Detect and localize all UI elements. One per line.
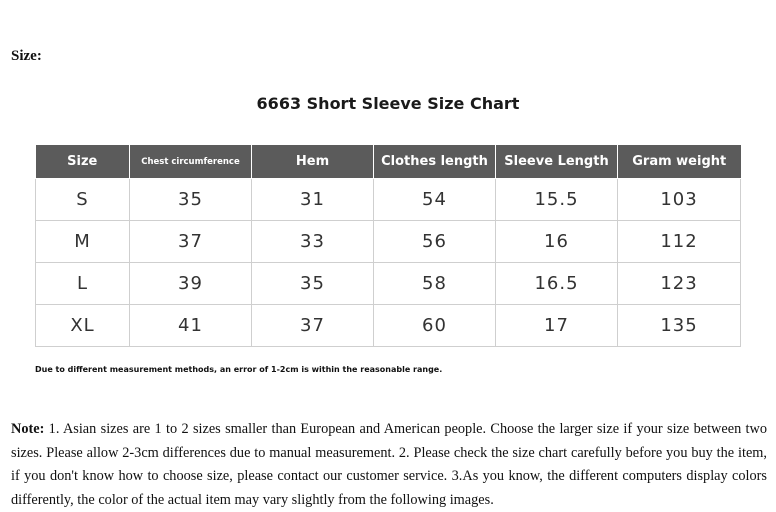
size-label: Size: [11,48,42,64]
table-cell: 112 [618,221,741,263]
table-cell: 16.5 [496,263,618,305]
table-cell: 54 [374,179,496,221]
table-cell: 37 [130,221,252,263]
header-clothes-length: Clothes length [374,145,496,179]
table-cell: 39 [130,263,252,305]
table-cell: 103 [618,179,741,221]
table-cell: 60 [374,305,496,347]
header-sleeve-length: Sleeve Length [496,145,618,179]
header-size: Size [36,145,130,179]
note-label: Note: [11,421,45,437]
table-cell: 17 [496,305,618,347]
table-row [36,263,741,305]
table-cell: 37 [252,305,374,347]
table-cell: 15.5 [496,179,618,221]
note-paragraph [11,418,767,512]
table-row [36,305,741,347]
measurement-footnote: Due to different measurement methods, an error of 1-2cm is within the reasonable range. [35,365,443,374]
table-cell: 135 [618,305,741,347]
table-cell: 16 [496,221,618,263]
size-chart-table [35,145,741,347]
table-cell: M [36,221,130,263]
table-cell: 35 [130,179,252,221]
table-cell: XL [36,305,130,347]
table-cell: 33 [252,221,374,263]
table-cell: 35 [252,263,374,305]
header-hem: Hem [252,145,374,179]
table-cell: 56 [374,221,496,263]
header-gram-weight: Gram weight [618,145,741,179]
table-cell: 31 [252,179,374,221]
table-row [36,179,741,221]
table-cell: L [36,263,130,305]
table-header-row [36,145,741,179]
table-row [36,221,741,263]
table-cell: S [36,179,130,221]
table-cell: 41 [130,305,252,347]
table-cell: 58 [374,263,496,305]
header-chest-circumference: Chest circumference [130,145,252,179]
table-cell: 123 [618,263,741,305]
note-text: 1. Asian sizes are 1 to 2 sizes smaller than European and American people. Choose the larger size if your size between two sizes. Please allow 2-3cm differences due to manual measurement. 2. Please check the size chart carefully before you buy the item, if you don't know how to choose size, please contact our customer service. 3.As you know, the different computers display colors differently, the color of the actual item may vary slightly from the following images. [11,421,767,508]
chart-title: 6663 Short Sleeve Size Chart [256,94,520,113]
